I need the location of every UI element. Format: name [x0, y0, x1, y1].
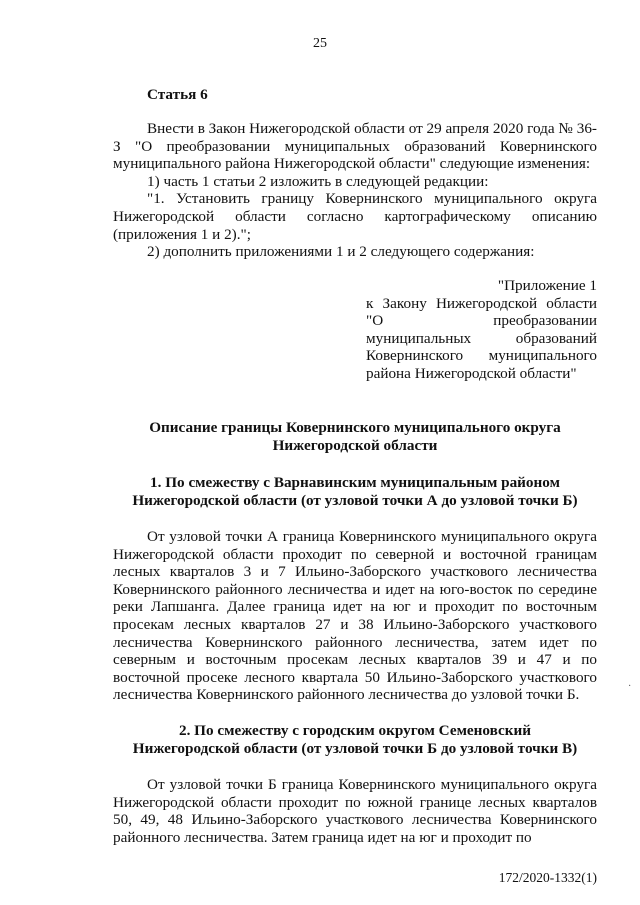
appendix-header	[366, 277, 597, 383]
intro-item-1: 1) часть 1 статьи 2 изложить в следующей редакции:	[147, 172, 489, 190]
intro-paragraph: Внести в Закон Нижегородской области от 29 апреля 2020 года № 36-З "О преобразовании муниципальных образований Ковернинского муниципального района Нижегородской области" следующие изменения:	[113, 120, 597, 173]
page-number: 25	[313, 36, 327, 51]
section2-body	[113, 776, 597, 846]
appendix-line: "Приложение 1	[497, 277, 597, 294]
appendix-line: Ковернинского муниципального	[366, 347, 597, 365]
section2-heading-line1: 2. По смежеству с городским округом Семеновский	[178, 722, 532, 739]
margin-mark: ·	[628, 681, 632, 692]
appendix-line: муниципальных образований	[366, 329, 597, 347]
appendix-line: "О преобразовании	[366, 312, 597, 330]
appendix-line: к Закону Нижегородской области	[366, 294, 597, 312]
description-title-line2: Нижегородской области	[272, 437, 438, 454]
intro-quote: "1. Установить границу Ковернинского муниципального округа Нижегородской области согласно картографическому описанию (приложения 1 и 2).";	[113, 190, 597, 243]
section1-heading-line2: Нижегородской области (от узловой точки А до узловой точки Б)	[132, 492, 578, 509]
section1-paragraph: От узловой точки А граница Ковернинского муниципального округа Нижегородской области проходит по северной и восточной границам лесных кварталов 3 и 7 Ильино-Заборского участкового лесничества Ковернинского районного лесничества и идет на юго-восток по середине реки Лапшанга. Далее граница идет на юг и проходит по восточным просекам лесных кварталов 27 и 38 Ильино-Заборского участкового лесничества Ковернинского районного лесничества, затем идет по северным и восточным просекам лесных кварталов 39 и 47 и по восточной просеке лесного квартала 50 Ильино-Заборского участкового лесничества Ковернинского районного лесничества до узловой точки Б.	[113, 528, 597, 704]
section1-body	[113, 528, 597, 704]
appendix-line: района Нижегородской области"	[366, 364, 577, 382]
article-title: Статья 6	[147, 86, 208, 103]
section1-heading-line1: 1. По смежеству с Варнавинским муниципальным районом	[150, 474, 560, 491]
intro-item-2: 2) дополнить приложениями 1 и 2 следующего содержания:	[147, 243, 535, 261]
description-title-line1: Описание границы Ковернинского муниципального округа	[149, 419, 561, 436]
document-code: 172/2020-1332(1)	[498, 870, 597, 885]
section2-paragraph: От узловой точки Б граница Ковернинского муниципального округа Нижегородской области проходит по южной границе лесных кварталов 50, 49, 48 Ильино-Заборского участкового лесничества Ковернинского районного лесничества. Затем граница идет на юг и проходит по	[113, 776, 597, 846]
intro-block	[113, 120, 597, 261]
section2-heading-line2: Нижегородской области (от узловой точки Б до узловой точки В)	[132, 740, 578, 757]
